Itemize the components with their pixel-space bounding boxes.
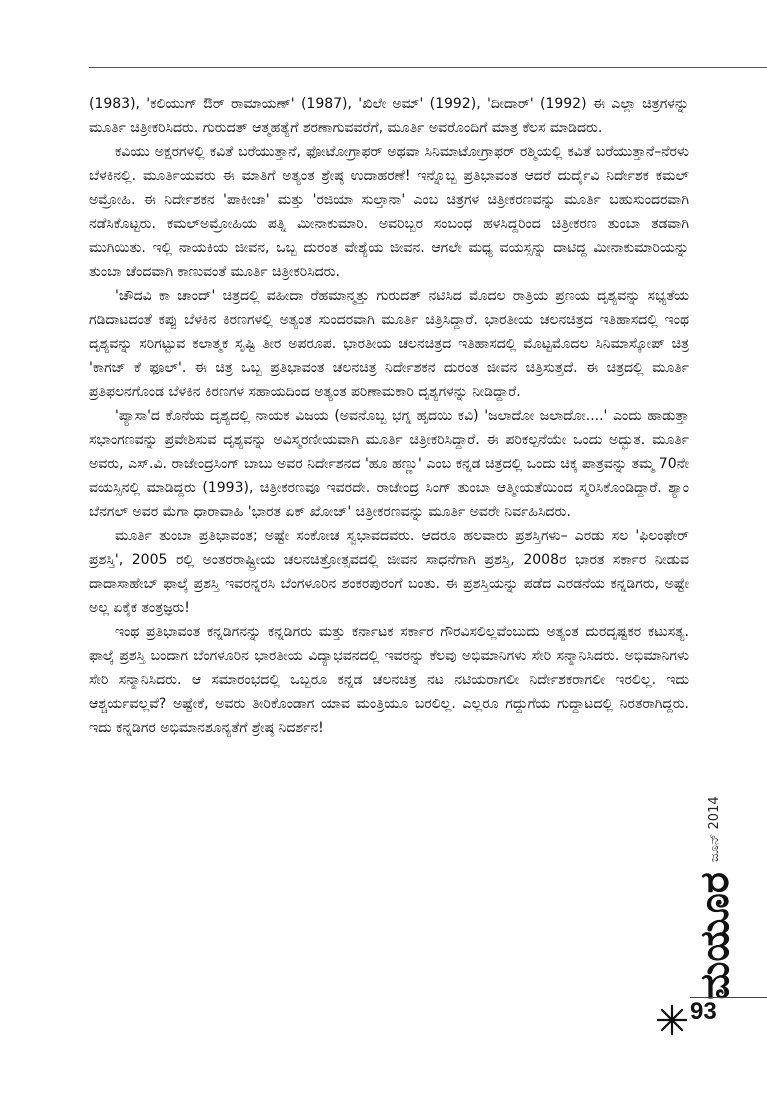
paragraph: 'ಚೌದವಿ ಕಾ ಚಾಂದ್' ಚಿತ್ರದಲ್ಲಿ ವಹೀದಾ ರೆಹಮಾನ್ಮತ್ತು ಗುರುದತ್ ನಟಿಸಿದ ಮೊದಲ ರಾತ್ರಿಯ ಪ್ರಣಯ ದೃಶ್ಯವನ್ನು ಸಭ್ಯತೆಯ ಗಡಿದಾಟದಂತೆ ಕಪ್ಪು ಬೆಳಕಿನ ಕಿರಣಗಳಲ್ಲಿ ಅತ್ಯಂತ ಸುಂದರವಾಗಿ ಮೂರ್ತಿ ಚಿತ್ರಿಸಿದ್ದಾರೆ. ಭಾರತೀಯ ಚಲನಚಿತ್ರದ ಇತಿಹಾಸದಲ್ಲಿ ಇಂಥ ದೃಶ್ಯವನ್ನು ಸರಿಗಟ್ಟುವ ಕಲಾತ್ಮಕ ಸೃಷ್ಟಿ ತೀರ ಅಪರೂಪ. ಭಾರತೀಯ ಚಲನಚಿತ್ರದ ಇತಿಹಾಸದಲ್ಲಿ ಮೊಟ್ಟಮೊದಲ ಸಿನಿಮಾಸ್ಕೋಪ್ ಚಿತ್ರ 'ಕಾಗಜ್ ಕೆ ಫೂಲ್'. ಈ ಚಿತ್ರ ಒಬ್ಬ ಪ್ರತಿಭಾವಂತ ಚಲನಚಿತ್ರ ನಿರ್ದೇಶಕನ ದುರಂತ ಜೀವನ ಚಿತ್ರಿಸುತ್ತದೆ. ಈ ಚಿತ್ರದಲ್ಲಿ ಮೂರ್ತಿ ಪ್ರತಿಫಲನಗೊಂಡ ಬೆಳಕಿನ ಕಿರಣಗಳ ಸಹಾಯದಿಂದ ಅತ್ಯಂತ ಪರಿಣಾಮಕಾರಿ ದೃಶ್ಯಗಳನ್ನು ನೀಡಿದ್ದಾರೆ.	[89, 288, 689, 400]
paragraph: 'ಪ್ಯಾಸಾ'ದ ಕೊನೆಯ ದೃಶ್ಯದಲ್ಲಿ ನಾಯಕ ವಿಜಯ (ಅವನೊಬ್ಬ ಭಗ್ನ ಹೃದಯಿ ಕವಿ) 'ಜಲಾದೋ ಜಲಾದೋ....' ಎಂದು ಹಾಡುತ್ತಾ ಸಭಾಂಗಣವನ್ನು ಪ್ರವೇಶಿಸುವ ದೃಶ್ಯವನ್ನು ಅವಿಸ್ಮರಣೀಯವಾಗಿ ಮೂರ್ತಿ ಚಿತ್ರೀಕರಿಸಿದ್ದಾರೆ. ಈ ಪರಿಕಲ್ಪನೆಯೇ ಒಂದು ಅದ್ಭುತ. ಮೂರ್ತಿ ಅವರು, ಎಸ್.ವಿ. ರಾಜೇಂದ್ರಸಿಂಗ್ ಬಾಬು ಅವರ ನಿರ್ದೇಶನದ 'ಹೂ ಹಣ್ಣು' ಎಂಬ ಕನ್ನಡ ಚಿತ್ರದಲ್ಲಿ ಒಂದು ಚಿಕ್ಕ ಪಾತ್ರವನ್ನು ತಮ್ಮ 70ನೇ ವಯಸ್ಸಿನಲ್ಲಿ ಮಾಡಿದ್ದರು (1993), ಚಿತ್ರೀಕರಣವೂ ಇವರದೇ. ರಾಜೇಂದ್ರ ಸಿಂಗ್ ತುಂಬಾ ಆತ್ಮೀಯತೆಯಿಂದ ಸ್ಮರಿಸಿಕೊಂಡಿದ್ದಾರೆ. ಶ್ಯಾಂ ಬೆನಗಲ್ ಅವರ ಮೆಗಾ ಧಾರಾವಾಹಿ 'ಭಾರತ ಏಕ್ ಖೋಜ್' ಚಿತ್ರೀಕರಣವನ್ನು ಮೂರ್ತಿ ಅವರೇ ನಿರ್ವಹಿಸಿದರು.	[89, 408, 689, 520]
magazine-brand	[692, 790, 738, 1005]
asterisk-icon	[655, 1003, 689, 1037]
brand-rotated	[692, 795, 738, 1000]
article-body	[89, 92, 689, 740]
paragraph: ಕವಿಯು ಅಕ್ಷರಗಳಲ್ಲಿ ಕವಿತೆ ಬರೆಯುತ್ತಾನೆ, ಫೋಟೋಗ್ರಾಫರ್ ಅಥವಾ ಸಿನಿಮಾಟೋಗ್ರಾಫರ್ ರಶ್ಮಿಯಲ್ಲಿ ಕವಿತೆ ಬರೆಯುತ್ತಾನೆ–ನೆರಳು ಬೆಳಕಿನಲ್ಲಿ. ಮೂರ್ತಿಯವರು ಈ ಮಾತಿಗೆ ಅತ್ಯಂತ ಶ್ರೇಷ್ಠ ಉದಾಹರಣೆ! ಇನ್ನೊಬ್ಬ ಪ್ರತಿಭಾವಂತ ಆದರೆ ದುರ್ದೈವಿ ನಿರ್ದೇಶಕ ಕಮಲ್ ಅಮ್ರೋಹಿ. ಈ ನಿರ್ದೇಶಕನ 'ಪಾಕೀಜಾ' ಮತ್ತು 'ರಜಿಯಾ ಸುಲ್ತಾನಾ' ಎಂಬ ಚಿತ್ರಗಳ ಚಿತ್ರೀಕರಣವನ್ನು ಮೂರ್ತಿ ಬಹುಸುಂದರವಾಗಿ ನಡೆಸಿಕೊಟ್ಟರು. ಕಮಲ್‌ಅಮ್ರೋಹಿಯ ಪತ್ನಿ ಮೀನಾಕುಮಾರಿ. ಅವರಿಬ್ಬರ ಸಂಬಂಧ ಹಳಸಿದ್ದರಿಂದ ಚಿತ್ರೀಕರಣ ತುಂಬಾ ತಡವಾಗಿ ಮುಗಿಯಿತು. ಇಲ್ಲಿ ನಾಯಕಿಯ ಜೀವನ, ಒಬ್ಬ ದುರಂತ ವೇಶ್ಯೆಯ ಜೀವನ. ಆಗಲೇ ಮಧ್ಯ ವಯಸ್ಸನ್ನು ದಾಟಿದ್ದ ಮೀನಾಕುಮಾರಿಯನ್ನು ತುಂಬಾ ಚೆಂದವಾಗಿ ಕಾಣುವಂತೆ ಮೂರ್ತಿ ಚಿತ್ರೀಕರಿಸಿದರು.	[89, 144, 689, 280]
paragraph: (1983), 'ಕಲಿಯುಗ್ ಔರ್ ರಾಮಾಯಣ್' (1987), 'ಖಿಲೇ ಅಮ್' (1992), 'ದೀದಾರ್' (1992) ಈ ಎಲ್ಲಾ ಚಿತ್ರಗಳನ್ನು ಮೂರ್ತಿ ಚಿತ್ರೀಕರಿಸಿದರು. ಗುರುದತ್ ಆತ್ಮಹತ್ಯೆಗೆ ಶರಣಾಗುವವರೆಗೆ, ಮೂರ್ತಿ ಅವರೊಂದಿಗೆ ಮಾತ್ರ ಕೆಲಸ ಮಾಡಿದರು.	[89, 96, 689, 136]
top-divider	[89, 67, 767, 68]
issue-date: ಜೂನ್ 2014	[707, 795, 722, 862]
page-number: 93	[690, 998, 717, 1025]
paragraph: ಮೂರ್ತಿ ತುಂಬಾ ಪ್ರತಿಭಾವಂತ; ಅಷ್ಟೇ ಸಂಕೋಚ ಸ್ವಭಾವದವರು. ಆದರೂ ಹಲವಾರು ಪ್ರಶಸ್ತಿಗಳು– ಎರಡು ಸಲ 'ಫಿಲಂಫೇರ್ ಪ್ರಶಸ್ತಿ', 2005 ರಲ್ಲಿ ಅಂತರರಾಷ್ಟ್ರೀಯ ಚಲನಚಿತ್ರೋತ್ಸವದಲ್ಲಿ ಜೀವನ ಸಾಧನೆಗಾಗಿ ಪ್ರಶಸ್ತಿ, 2008ರ ಭಾರತ ಸರ್ಕಾರ ನೀಡುವ ದಾದಾಸಾಹೇಬ್ ಫಾಲ್ಕೆ ಪ್ರಶಸ್ತಿ ಇವರನ್ನರಸಿ ಬೆಂಗಳೂರಿನ ಶಂಕರಪುರಂಗೆ ಬಂತು. ಈ ಪ್ರಶಸ್ತಿಯನ್ನು ಪಡೆದ ಎರಡನೆಯ ಕನ್ನಡಿಗರು, ಅಷ್ಟೇ ಅಲ್ಲ ಏಕೈಕ ತಂತ್ರಜ್ಞರು!	[89, 528, 689, 616]
magazine-logo: ಮಯೂರ	[692, 871, 738, 1000]
paragraph: ಇಂಥ ಪ್ರತಿಭಾವಂತ ಕನ್ನಡಿಗನನ್ನು ಕನ್ನಡಿಗರು ಮತ್ತು ಕರ್ನಾಟಕ ಸರ್ಕಾರ ಗೌರವಿಸಲಿಲ್ಲವೆಂಬುದು ಅತ್ಯಂತ ದುರದೃಷ್ಟಕರ ಕಟುಸತ್ಯ. ಫಾಲ್ಕೆ ಪ್ರಶಸ್ತಿ ಬಂದಾಗ ಬೆಂಗಳೂರಿನ ಭಾರತೀಯ ವಿದ್ಯಾಭವನದಲ್ಲಿ ಇವರನ್ನು ಕೆಲವು ಅಭಿಮಾನಿಗಳು ಸೇರಿ ಸನ್ಮಾನಿಸಿದರು. ಅಭಿಮಾನಿಗಳು ಸೇರಿ ಸನ್ಮಾನಿಸಿದರು. ಆ ಸಮಾರಂಭದಲ್ಲಿ ಒಬ್ಬರೂ ಕನ್ನಡ ಚಲನಚಿತ್ರ ನಟ ನಟಿಯರಾಗಲೀ ನಿರ್ದೇಶಕರಾಗಲೀ ಇರಲಿಲ್ಲ. ಇದು ಆಶ್ಚರ್ಯವಲ್ಲವೆ? ಅಷ್ಟೇಕೆ, ಅವರು ತೀರಿಕೊಂಡಾಗ ಯಾವ ಮಂತ್ರಿಯೂ ಬರಲಿಲ್ಲ. ಎಲ್ಲರೂ ಗದ್ದುಗೆಯ ಗುದ್ದಾಟದಲ್ಲಿ ನಿರತರಾಗಿದ್ದರು. ಇದು ಕನ್ನಡಿಗರ ಅಭಿಮಾನಶೂನ್ಯತೆಗೆ ಶ್ರೇಷ್ಠ ನಿದರ್ಶನ!	[89, 624, 689, 736]
